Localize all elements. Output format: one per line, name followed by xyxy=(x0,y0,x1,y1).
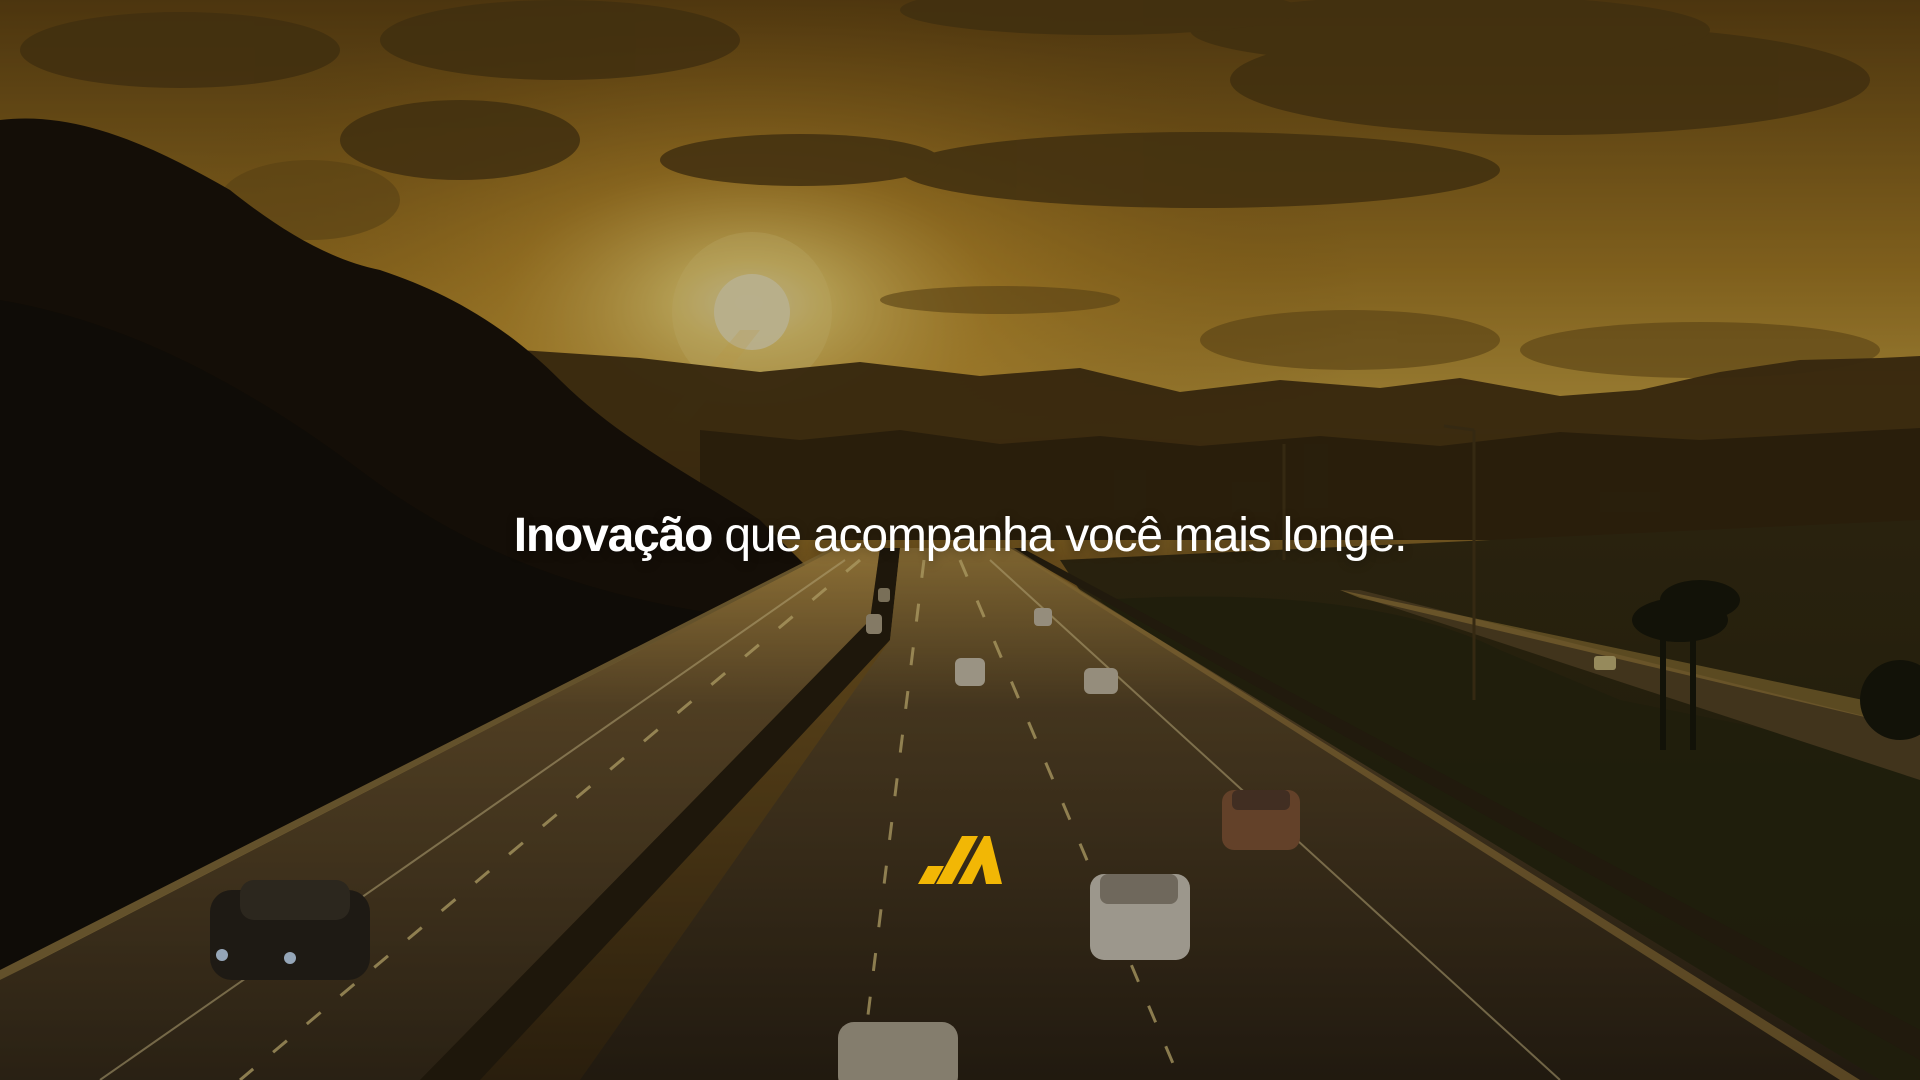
headline-text: que acompanha você mais longe. xyxy=(724,509,1407,562)
m-stripes-logo-icon xyxy=(918,836,1002,884)
hero-headline xyxy=(0,505,1920,567)
headline-emphasis: Inovação xyxy=(513,509,713,562)
